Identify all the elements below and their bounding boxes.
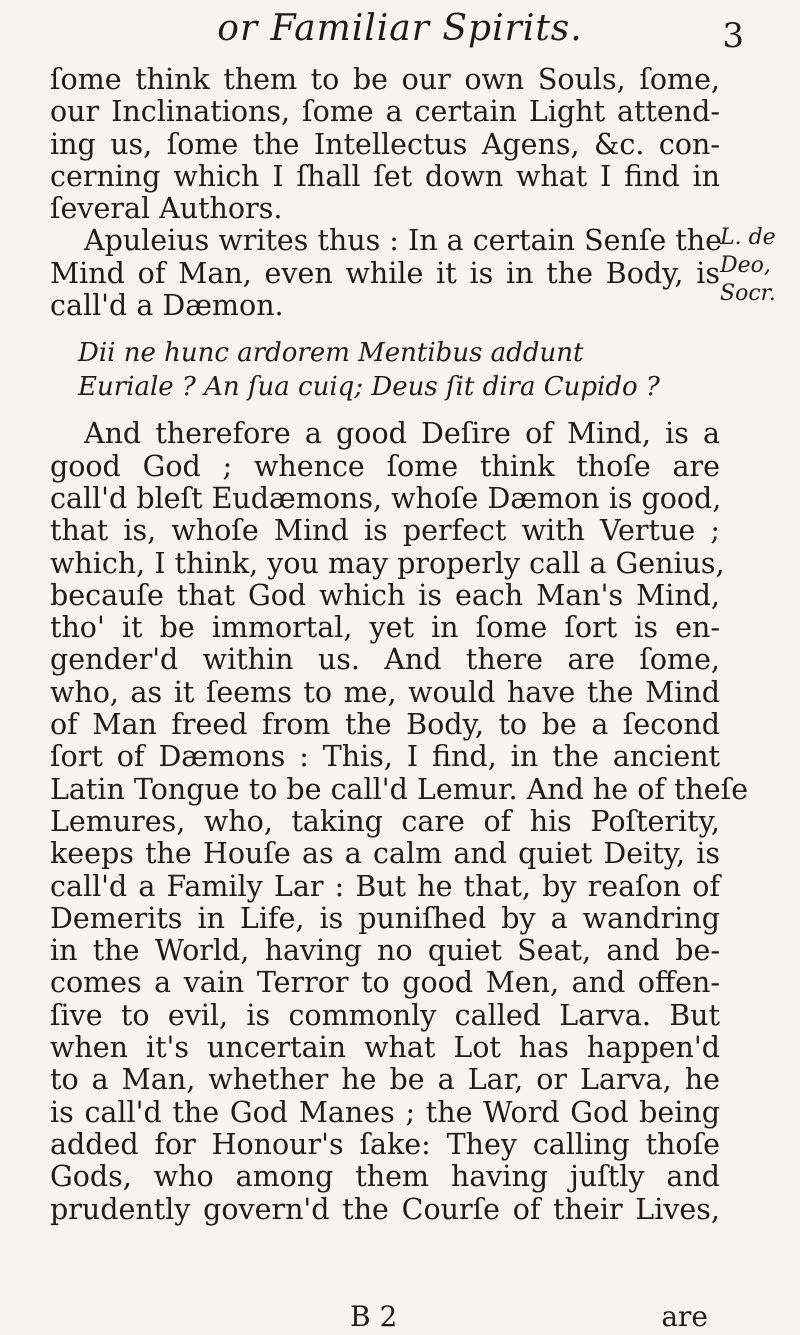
margin-note-line: L. de Deo,: [720, 225, 776, 278]
text-line: that is, whoſe Mind is perfect with Vertue ;: [50, 514, 720, 548]
text-line: is call'd the God Manes ; the Word God being: [50, 1095, 720, 1129]
text-line: of Man freed from the Body, to be a ſecond: [50, 708, 720, 742]
text-line: comes a vain Terror to good Men, and offen-: [50, 966, 720, 1000]
catchword: are: [661, 1300, 708, 1333]
text-line: added for Honour's ſake: They calling thoſe: [50, 1127, 720, 1161]
text-line: when it's uncertain what Lot has happen'd: [50, 1031, 720, 1065]
verse-line: Euriale ? An ſua cuiq; Deus ſit dira Cupido ?: [78, 372, 660, 403]
text-line: Latin Tongue to be call'd Lemur. And he of theſe: [50, 772, 749, 806]
text-line: call'd a Family Lar : But he that, by reaſon of: [50, 869, 720, 903]
text-line: Lemures, who, taking care of his Poſterity,: [50, 804, 720, 838]
spacer: [50, 404, 720, 418]
signature-mark: B 2: [350, 1300, 398, 1333]
page-number: 3: [722, 16, 744, 56]
text-line: our Inclinations, ſome a certain Light attend-: [50, 95, 720, 129]
text-line: becauſe that God which is each Man's Mind,: [50, 578, 720, 612]
text-line: who, as it ſeems to me, would have the Mind: [50, 675, 720, 709]
spacer: [50, 322, 720, 336]
text-line: prudently govern'd the Courſe of their Lives,: [50, 1192, 720, 1226]
text-line: Apuleius writes thus : In a certain Senſe the: [84, 224, 723, 258]
text-line: ſive to evil, is commonly called Larva. But: [50, 998, 720, 1032]
text-line: ſome think them to be our own Souls, ſome,: [50, 63, 720, 96]
running-head: [0, 6, 800, 62]
text-line: And therefore a good Deſire of Mind, is a: [84, 417, 720, 451]
text-line: to a Man, whether he be a Lar, or Larva, he: [50, 1063, 720, 1097]
text-line: call'd a Dæmon.: [50, 289, 284, 323]
text-line: tho' it be immortal, yet in ſome ſort is en-: [50, 611, 720, 645]
text-line: ſort of Dæmons : This, I find, in the ancient: [50, 740, 720, 774]
text-line: ing us, ſome the Intellectus Agens, &c. con-: [50, 127, 720, 161]
text-line: gender'd within us. And there are ſome,: [50, 643, 720, 677]
footer: [50, 1300, 720, 1334]
text-line: in the World, having no quiet Seat, and be-: [50, 934, 720, 968]
verse-line: Dii ne hunc ardorem Mentibus addunt: [78, 338, 584, 369]
margin-note-line: Socr.: [720, 281, 776, 306]
text-line: ſeveral Authors.: [50, 192, 283, 226]
text-line: which, I think, you may properly call a Genius,: [50, 546, 725, 580]
text-line: keeps the Houſe as a calm and quiet Deity, is: [50, 837, 720, 871]
text-line: Mind of Man, even while it is in the Body, is: [50, 256, 720, 290]
text-line: good God ; whence ſome think thoſe are: [50, 449, 720, 483]
text-line: Gods, who among them having juſtly and: [50, 1160, 720, 1194]
margin-note: [720, 224, 798, 308]
running-title: or Familiar Spirits.: [217, 8, 583, 49]
text-line: Demerits in Life, is puniſhed by a wandring: [50, 901, 720, 935]
text-line: call'd bleſt Eudæmons, whoſe Dæmon is good,: [50, 481, 722, 515]
text-line: cerning which I ſhall ſet down what I find in: [50, 159, 720, 193]
